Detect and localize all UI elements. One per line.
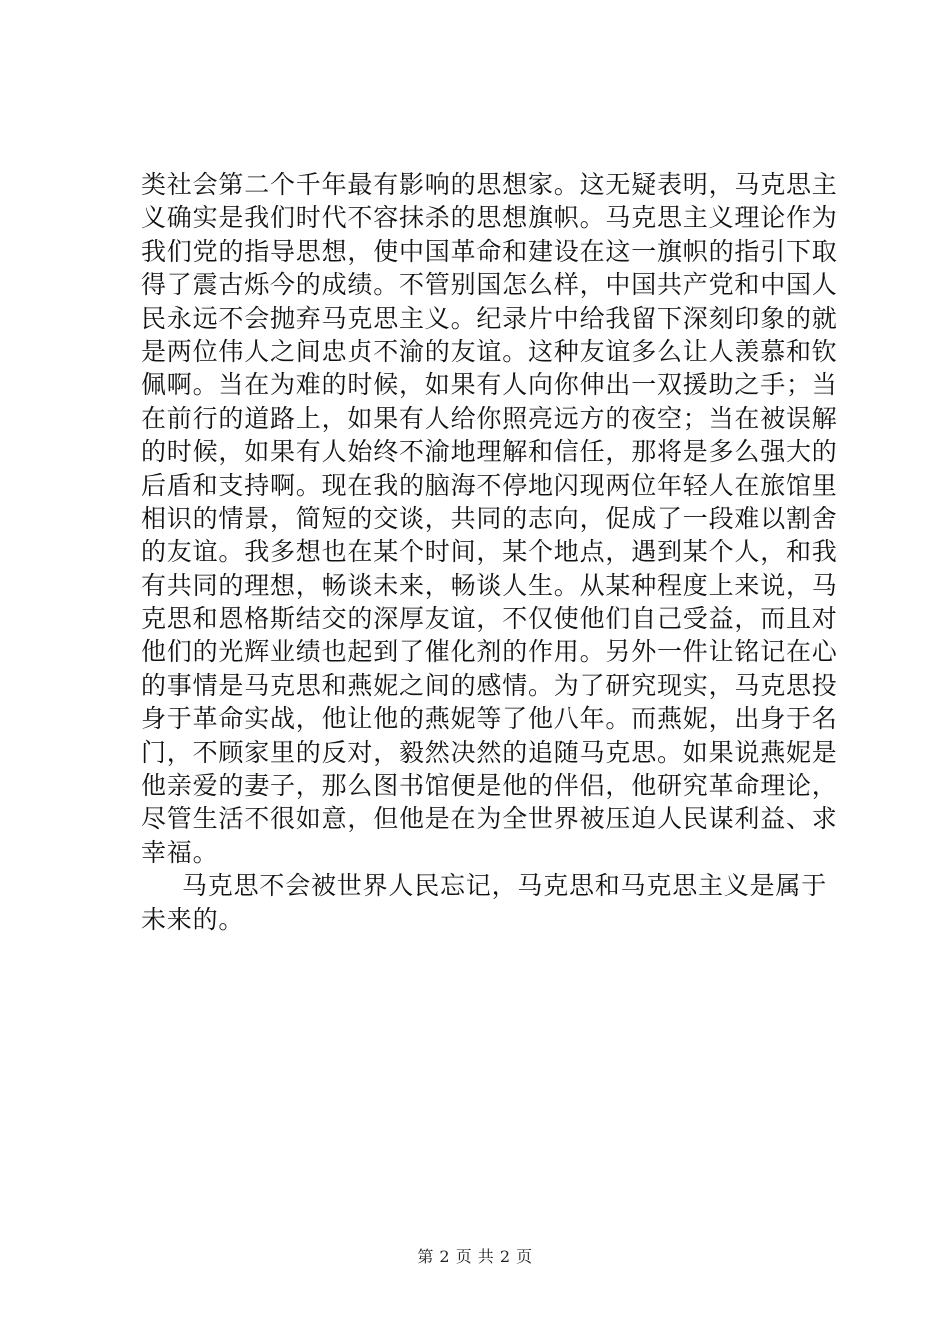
text-line: 义确实是我们时代不容抹杀的思想旗帜。马克思主义理论作为: [141, 203, 838, 233]
text-line: 他亲爱的妻子，那么图书馆便是他的伴侣，他研究革命理论，: [141, 771, 838, 801]
document-body: [141, 168, 838, 936]
text-line: 民永远不会抛弃马克思主义。纪录片中给我留下深刻印象的就: [141, 303, 838, 333]
text-line: 后盾和支持啊。现在我的脑海不停地闪现两位年轻人在旅馆里: [141, 470, 838, 500]
text-line: 有共同的理想，畅谈未来，畅谈人生。从某种程度上来说，马: [141, 570, 838, 600]
text-line: 他们的光辉业绩也起到了催化剂的作用。另外一件让铭记在心: [141, 637, 838, 667]
text-line: 未来的。: [141, 904, 245, 934]
text-line: 尽管生活不很如意，但他是在为全世界被压迫人民谋利益、求: [141, 804, 838, 834]
page-number-footer: 第 2 页 共 2 页: [417, 1247, 533, 1266]
text-line: 是两位伟人之间忠贞不渝的友谊。这种友谊多么让人羡慕和钦: [141, 336, 838, 366]
text-line: 的时候，如果有人始终不渝地理解和信任，那将是多么强大的: [141, 437, 838, 467]
paragraph-first-line: 马克思不会被世界人民忘记，马克思和马克思主义是属于: [182, 871, 828, 901]
text-line: 克思和恩格斯结交的深厚友谊，不仅使他们自己受益，而且对: [141, 604, 838, 634]
text-line: 门，不顾家里的反对，毅然决然的追随马克思。如果说燕妮是: [141, 737, 838, 767]
text-line: 身于革命实战，他让他的燕妮等了他八年。而燕妮，出身于名: [141, 704, 838, 734]
text-line: 幸福。: [141, 837, 219, 867]
text-line: 我们党的指导思想，使中国革命和建设在这一旗帜的指引下取: [141, 236, 838, 266]
text-line: 的友谊。我多想也在某个时间，某个地点，遇到某个人，和我: [141, 537, 838, 567]
text-line: 在前行的道路上，如果有人给你照亮远方的夜空；当在被误解: [141, 403, 838, 433]
text-line: 得了震古烁今的成绩。不管别国怎么样，中国共产党和中国人: [141, 270, 838, 300]
text-line: 类社会第二个千年最有影响的思想家。这无疑表明，马克思主: [141, 170, 838, 199]
text-line: 的事情是马克思和燕妮之间的感情。为了研究现实，马克思投: [141, 670, 838, 700]
text-line: 佩啊。当在为难的时候，如果有人向你伸出一双援助之手；当: [141, 370, 838, 400]
text-line: 相识的情景，简短的交谈，共同的志向，促成了一段难以割舍: [141, 503, 838, 533]
